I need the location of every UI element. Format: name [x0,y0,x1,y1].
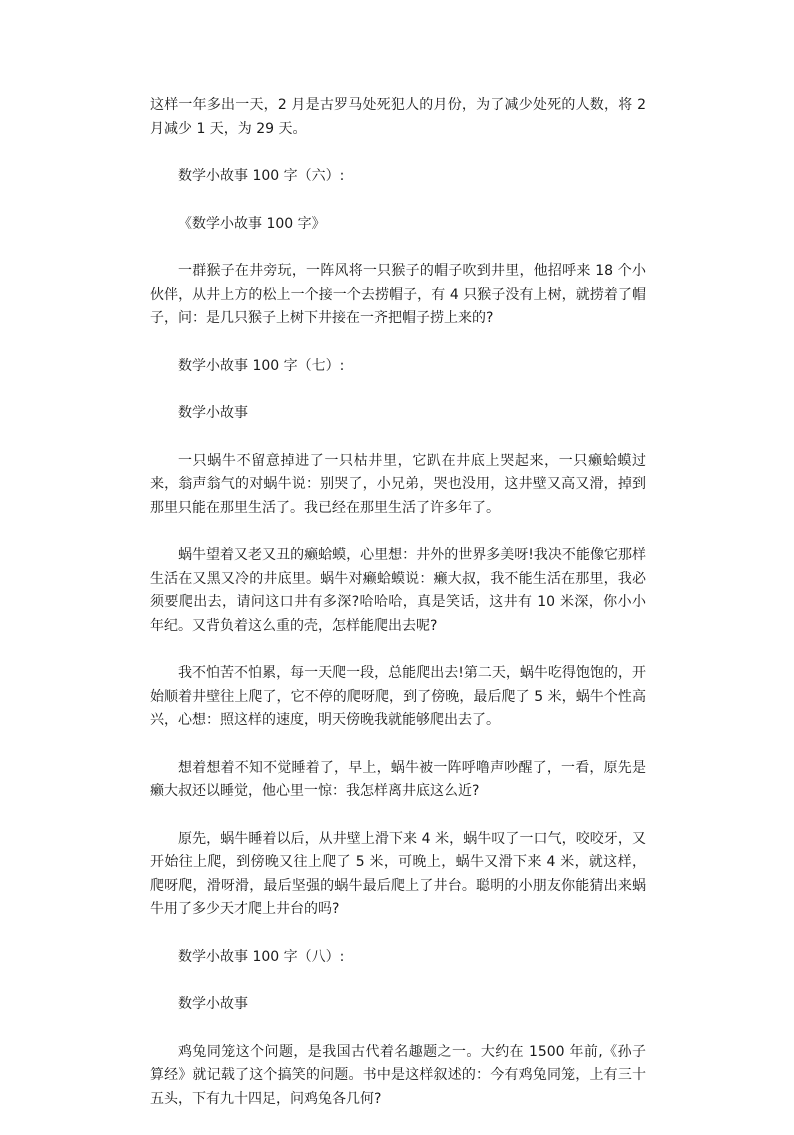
section-heading-six: 数学小故事 100 字（六）: [178,168,345,184]
story-subtitle: 数学小故事 [178,996,248,1012]
snail-story-paragraph-4: 想着想着不知不觉睡着了，早上，蜗牛被一阵呼噜声吵醒了，一看，原先是癞大叔还以睡觉，他心里一惊：我怎样离井底这么近? [150,759,646,799]
section-heading-seven: 数学小故事 100 字（七）: [178,357,345,374]
monkey-story-paragraph: 一群猴子在井旁玩，一阵风将一只猴子的帽子吹到井里，他招呼来 18 个小伙伴，从井上方的松上一个接一个去捞帽子，有 4 只猴子没有上树，就捞着了帽子，问：是几只猴子上树下井接在一齐把帽子捞上来的? [150,263,646,326]
chicken-rabbit-paragraph: 鸡兔同笼这个问题，是我国古代着名趣题之一。大约在 1500 年前,《孙子算经》就记载了这个搞笑的问题。书中是这样叙述的：今有鸡兔同笼，上有三十五头，下有九十四足，问鸡兔各几何? [150,1043,646,1107]
story-subtitle: 数学小故事 [178,405,248,421]
snail-story-paragraph-2: 蜗牛望着又老又丑的癞蛤蟆，心里想：井外的世界多美呀!我决不能像它那样生活在又黑又冷的井底里。蜗牛对癞蛤蟆说：癞大叔，我不能生活在那里，我必须要爬出去，请问这口井有多深?哈哈哈，真是笑话，这井有 10 米深，你小小年纪。又背负着这么重的壳，怎样能爬出去呢? [150,547,646,634]
story-title: 《数学小故事 100 字》 [178,215,326,232]
paragraph-1: 这样一年多出一天，2 月是古罗马处死犯人的月份，为了减少处死的人数，将 2 月减少 1 天，为 29 天。 [150,97,646,137]
document-page [150,94,646,1135]
section-heading-eight: 数学小故事 100 字（八）: [178,948,345,965]
snail-story-paragraph-3: 我不怕苦不怕累，每一天爬一段，总能爬出去!第二天，蜗牛吃得饱饱的，开始顺着井壁往上爬了，它不停的爬呀爬，到了傍晚，最后爬了 5 米，蜗牛个性高兴，心想：照这样的速度，明天傍晚我就能够爬出去了。 [150,665,646,728]
snail-story-paragraph-1: 一只蜗牛不留意掉进了一只枯井里，它趴在井底上哭起来，一只癞蛤蟆过来，翁声翁气的对蜗牛说：别哭了，小兄弟，哭也没用，这井壁又高又滑，掉到那里只能在那里生活了。我已经在那里生活了许多年了。 [150,452,646,516]
snail-story-paragraph-5: 原先，蜗牛睡着以后，从井壁上滑下来 4 米，蜗牛叹了一口气，咬咬牙，又开始往上爬，到傍晚又往上爬了 5 米，可晚上，蜗牛又滑下来 4 米，就这样，爬呀爬，滑呀滑，最后坚强的蜗牛最后爬上了井台。聪明的小朋友你能猜出来蜗牛用了多少天才爬上井台的吗? [150,830,646,917]
